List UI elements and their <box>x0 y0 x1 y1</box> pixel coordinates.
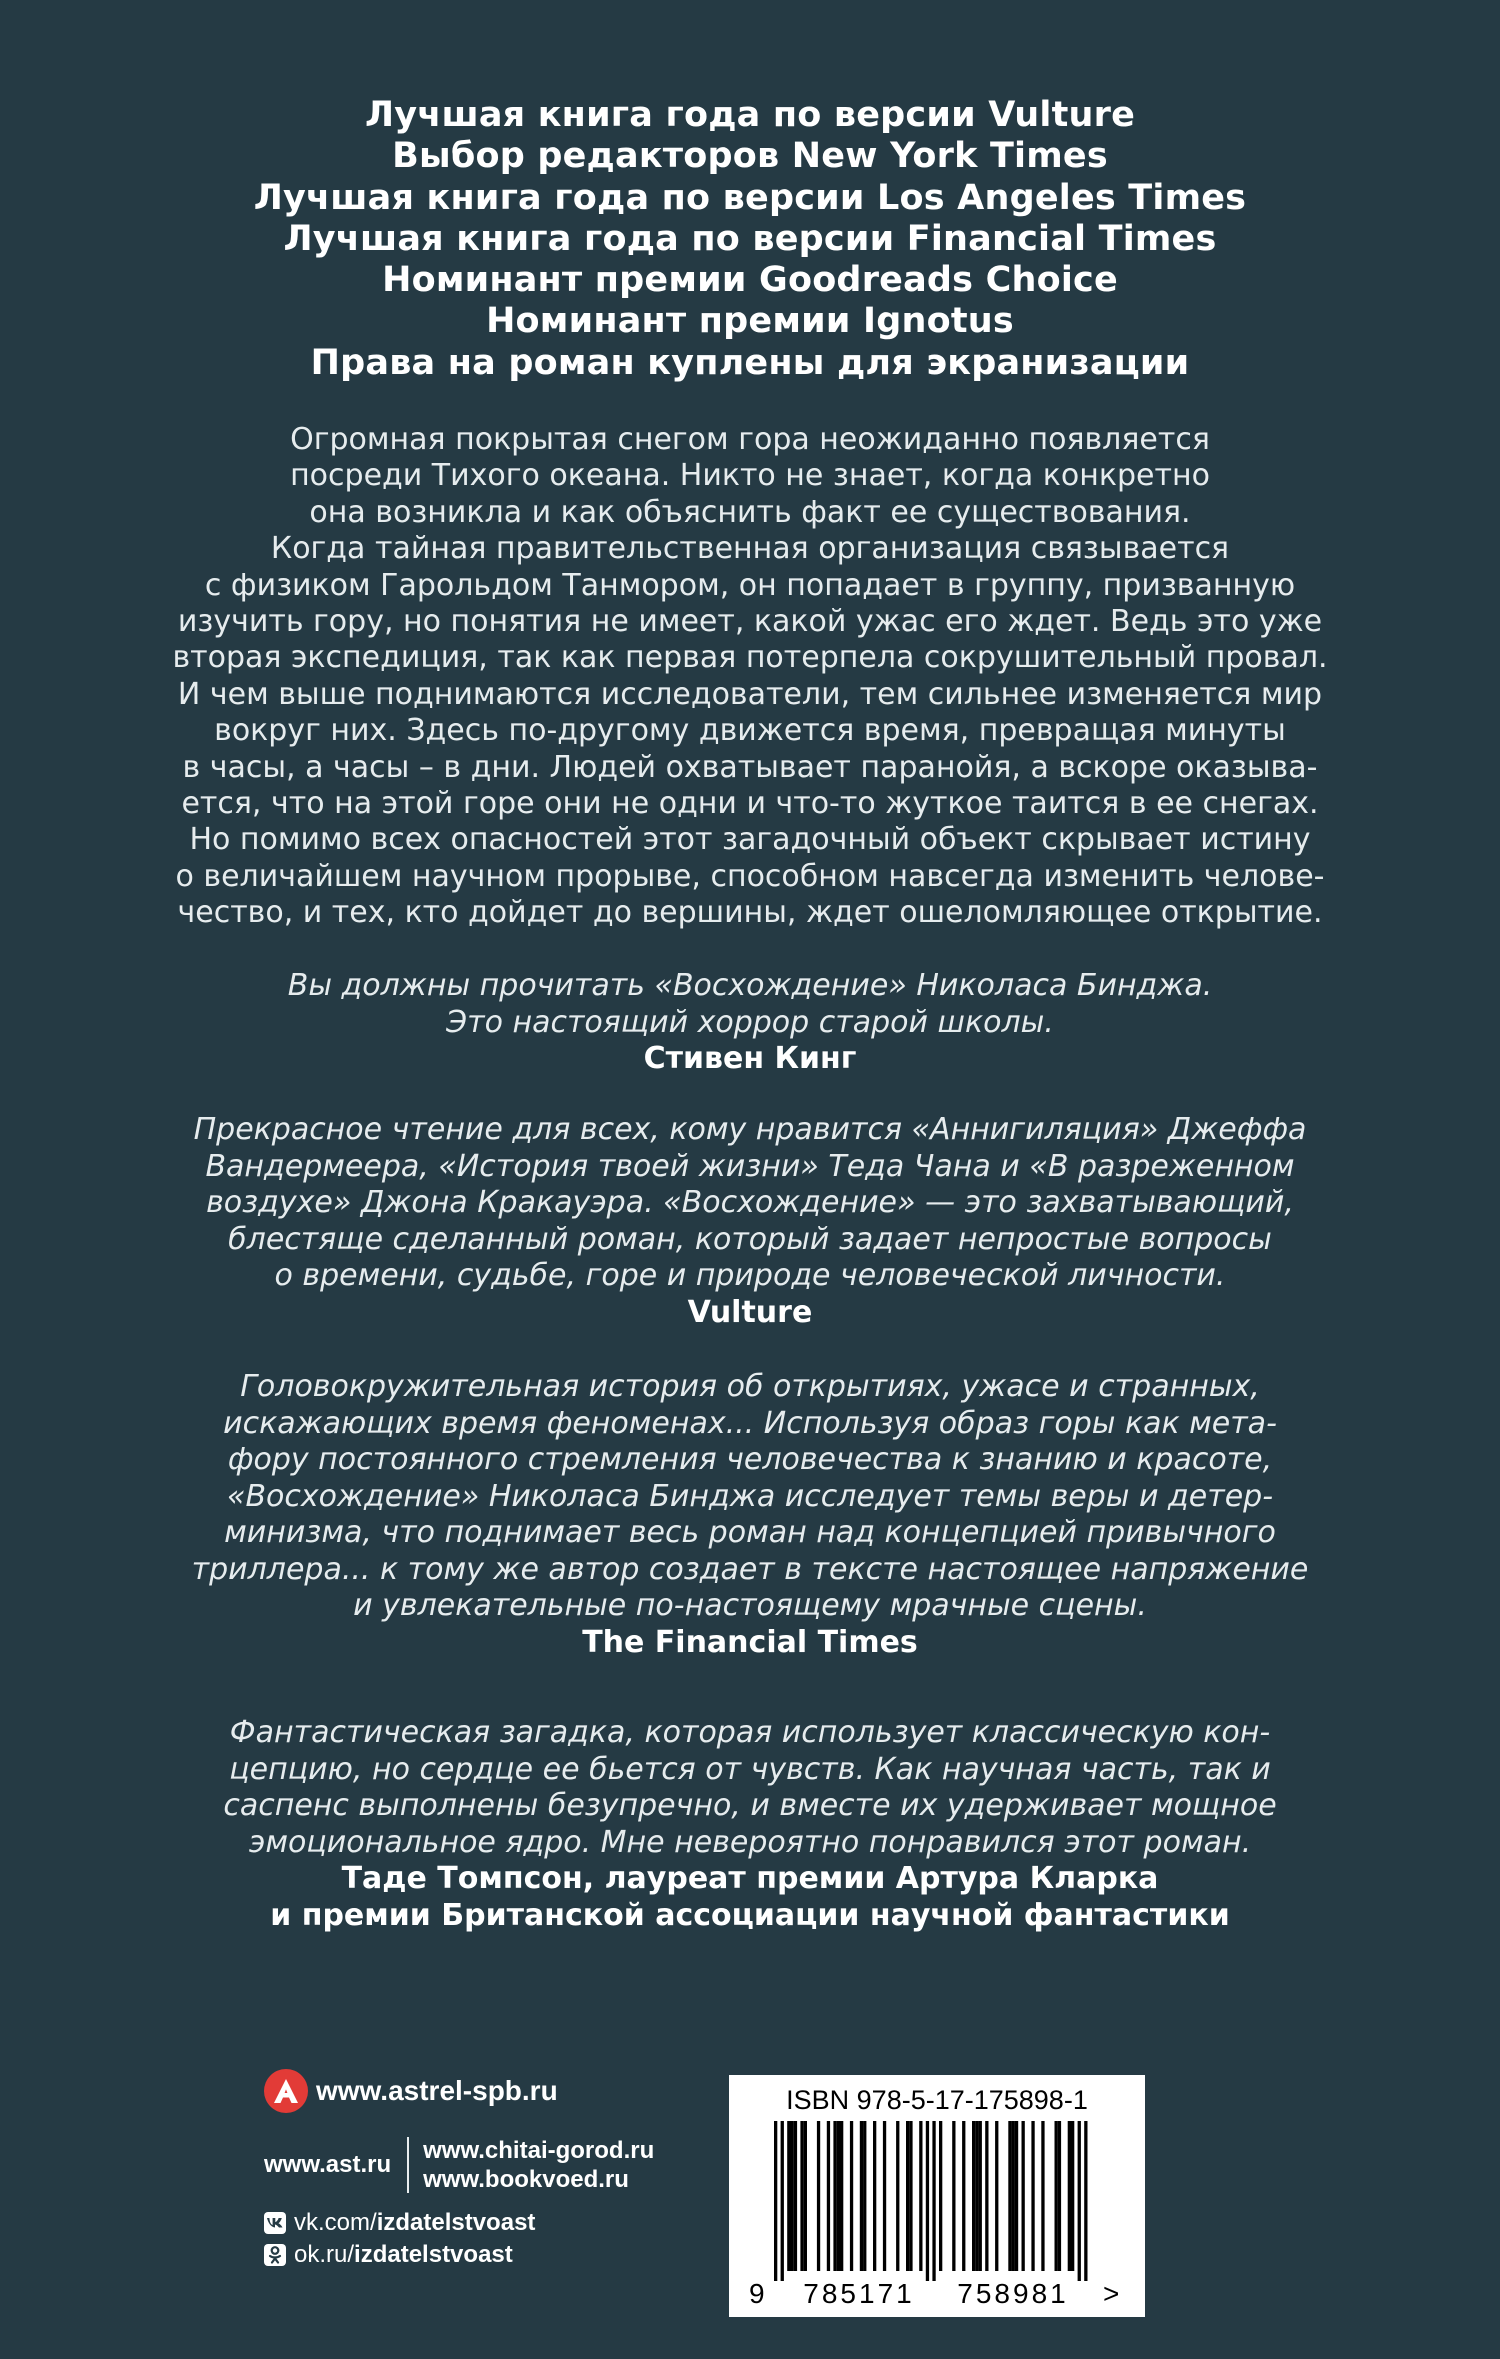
review-quote-line: «Восхождение» Николаса Бинджа исследует темы веры и детер- <box>226 1478 1274 1514</box>
barcode-bar <box>926 2121 929 2281</box>
vk-prefix: vk.com/ <box>294 2209 377 2236</box>
review-financial-times <box>90 1369 1410 1661</box>
accolade-line: Номинант премии Goodreads Choice <box>382 260 1118 301</box>
vk-glyph-icon <box>266 2217 284 2229</box>
bookvoed-url[interactable]: www.bookvoed.ru <box>423 2166 629 2193</box>
review-quote-line: цепцию, но сердце ее бьется от чувств. Как научная часть, так и <box>229 1751 1271 1787</box>
vk-url[interactable] <box>294 2209 535 2237</box>
ok-url[interactable] <box>294 2241 513 2269</box>
barcode-bar <box>774 2121 777 2281</box>
barcode-digit-first: 9 <box>749 2278 765 2309</box>
astrel-link[interactable] <box>264 2067 558 2115</box>
vk-link[interactable] <box>264 2207 535 2239</box>
review-quote-line: Прекрасное чтение для всех, кому нравится «Аннигиляция» Джеффа <box>193 1112 1307 1147</box>
review-stephen-king <box>90 968 1410 1078</box>
review-quote-line: и увлекательные по-настоящему мрачные сцены. <box>353 1588 1147 1623</box>
review-quote-line: искажающих время феноменах... Используя образ горы как мета- <box>223 1405 1277 1441</box>
barcode-digits-left: 785171 <box>803 2278 915 2309</box>
barcode-bar <box>1068 2121 1071 2271</box>
barcode-bar <box>972 2121 975 2271</box>
barcode-bar <box>804 2121 807 2271</box>
barcode-bar <box>1008 2121 1011 2271</box>
ast-url[interactable]: www.ast.ru <box>264 2151 392 2178</box>
review-vulture <box>90 1112 1410 1331</box>
review-quote-line: Вандермеера, «История твоей жизни» Теда Чана и «В разреженном <box>205 1148 1295 1184</box>
barcode-bar <box>781 2121 784 2281</box>
review-quote-line: фору постоянного стремления человечества к знанию и красоте, <box>227 1442 1273 1477</box>
accolade-line: Лучшая книга года по версии Financial Times <box>283 218 1217 259</box>
barcode-bar <box>1041 2121 1044 2271</box>
barcode-digits-right: 758981 <box>957 2278 1069 2309</box>
barcode-bar <box>975 2121 978 2271</box>
barcode-bar <box>1031 2121 1034 2271</box>
barcode-bar <box>896 2121 899 2271</box>
accolade-line: Номинант премии Ignotus <box>486 301 1014 342</box>
ok-handle: izdatelstvoast <box>354 2241 513 2268</box>
accolade-line: Права на роман куплены для экранизации <box>310 342 1190 383</box>
barcode-bar <box>1015 2121 1018 2271</box>
synopsis-line: о величайшем научном прорыве, способном навсегда изменить челове- <box>175 858 1325 894</box>
barcode-bar <box>1055 2121 1058 2271</box>
barcode-panel <box>729 2075 1145 2317</box>
review-attribution: Vulture <box>687 1294 813 1330</box>
barcode-bar <box>932 2121 935 2281</box>
vk-icon <box>264 2212 286 2234</box>
review-quote-line: о времени, судьбе, горе и природе человеческой личности. <box>274 1258 1226 1293</box>
barcode-bar <box>1058 2121 1061 2271</box>
synopsis-line: ется, что на этой горе они не одни и что-то жуткое таится в ее снегах. <box>181 786 1319 822</box>
synopsis-line: Огромная покрытая снегом гора неожиданно появляется <box>290 422 1210 457</box>
barcode-bar <box>827 2121 830 2271</box>
barcode-bar <box>1084 2121 1087 2281</box>
barcode-bar <box>906 2121 909 2271</box>
barcode-bar <box>1012 2121 1015 2271</box>
synopsis-line: Но помимо всех опасностей этот загадочный объект скрывает истину <box>189 822 1311 858</box>
barcode-bar <box>1078 2121 1081 2281</box>
ok-prefix: ok.ru/ <box>294 2241 355 2268</box>
barcode-bar <box>883 2121 886 2271</box>
barcode-bar <box>939 2121 942 2271</box>
synopsis-paragraph <box>90 422 1410 932</box>
review-quote-line: эмоциональное ядро. Мне невероятно понравился этот роман. <box>248 1824 1252 1860</box>
review-quote-line: саспенс выполнены безупречно, и вместе их удерживает мощное <box>223 1788 1277 1823</box>
ok-glyph-icon <box>268 2246 282 2264</box>
vk-handle: izdatelstvoast <box>376 2209 536 2236</box>
synopsis-line: И чем выше поднимаются исследователи, тем сильнее изменяется мир <box>177 676 1323 712</box>
barcode-bar <box>837 2121 840 2271</box>
barcode-bar <box>791 2121 794 2271</box>
barcode-bar <box>850 2121 853 2271</box>
barcode-bar <box>860 2121 863 2271</box>
review-tade-thompson <box>90 1715 1410 1934</box>
barcode-bar <box>794 2121 797 2271</box>
review-quote-line: Вы должны прочитать «Восхождение» Николаса Бинджа. <box>287 968 1213 1003</box>
synopsis-line: чество, и тех, кто дойдет до вершины, ждет ошеломляющее открытие. <box>177 895 1323 931</box>
site-links <box>264 2135 654 2195</box>
accolade-line: Выбор редакторов New York Times <box>392 136 1108 177</box>
chitai-gorod-url[interactable]: www.chitai-gorod.ru <box>423 2137 655 2164</box>
review-attribution: и премии Британской ассоциации научной фантастики <box>270 1897 1230 1933</box>
barcode-bar <box>909 2121 912 2271</box>
barcode-bar <box>787 2121 790 2271</box>
barcode-quiet-mark: > <box>1103 2278 1120 2309</box>
ok-link[interactable] <box>264 2239 513 2271</box>
barcode-bar <box>919 2121 922 2271</box>
synopsis-line: с физиком Гарольдом Танмором, он попадает в группу, призванную <box>204 567 1296 603</box>
barcode-bar <box>800 2121 803 2271</box>
publisher-logo-icon <box>264 2069 308 2113</box>
barcode-bar <box>840 2121 843 2271</box>
synopsis-line: вторая экспедиция, так как первая потерпела сокрушительный провал. <box>172 640 1328 676</box>
synopsis-line: вокруг них. Здесь по-другому движется время, превращая минуты <box>214 713 1286 749</box>
barcode-bar <box>817 2121 820 2271</box>
accolades-list <box>0 95 1500 384</box>
review-quote-line: триллера... к тому же автор создает в тексте настоящее напряжение <box>191 1551 1309 1587</box>
ok-icon <box>264 2244 286 2266</box>
barcode-bar <box>995 2121 998 2271</box>
synopsis-line: посреди Тихого океана. Никто не знает, когда конкретно <box>290 458 1210 494</box>
barcode <box>729 2075 1145 2317</box>
isbn-number: ISBN 978-5-17-175898-1 <box>786 2085 1088 2115</box>
vertical-divider <box>407 2137 409 2193</box>
review-quote-line: Фантастическая загадка, которая использует классическую кон- <box>229 1715 1271 1750</box>
publisher-links <box>264 2055 704 2315</box>
accolade-line: Лучшая книга года по версии Los Angeles Times <box>253 177 1247 218</box>
barcode-bar <box>863 2121 866 2271</box>
barcode-bar <box>952 2121 955 2271</box>
accolade-line: Лучшая книга года по версии Vulture <box>364 95 1136 135</box>
barcode-bar <box>985 2121 988 2271</box>
astrel-url[interactable]: www.astrel-spb.ru <box>316 2075 558 2106</box>
barcode-bars <box>774 2121 1088 2281</box>
review-attribution: Стивен Кинг <box>643 1041 857 1076</box>
partner-links <box>423 2136 654 2194</box>
synopsis-line: она возникла и как объяснить факт ее существования. <box>309 494 1191 530</box>
barcode-bar <box>962 2121 965 2271</box>
barcode-bar <box>873 2121 876 2271</box>
review-quote-line: минизма, что поднимает весь роман над концепцией привычного <box>224 1515 1276 1550</box>
review-quote-line: Головокружительная история об открытиях, ужасе и странных, <box>240 1369 1260 1404</box>
barcode-bar <box>1071 2121 1074 2271</box>
book-synopsis <box>90 422 1410 932</box>
review-attribution: The Financial Times <box>582 1624 918 1660</box>
review-quote-line: Это настоящий хоррор старой школы. <box>446 1004 1054 1040</box>
barcode-bar <box>1022 2121 1025 2271</box>
review-quote-line: воздухе» Джона Кракауэра. «Восхождение» — это захватывающий, <box>206 1185 1294 1220</box>
review-attribution: Таде Томпсон, лауреат премии Артура Кларка <box>341 1861 1159 1896</box>
barcode-bar <box>979 2121 982 2271</box>
synopsis-line: изучить гору, но понятия не имеет, какой ужас его ждет. Ведь это уже <box>177 604 1323 640</box>
synopsis-line: Когда тайная правительственная организация связывается <box>270 531 1230 567</box>
footer <box>0 2055 1500 2335</box>
review-quote-line: блестяще сделанный роман, который задает непростые вопросы <box>228 1221 1272 1257</box>
synopsis-line: в часы, а часы – в дни. Людей охватывает паранойя, а вскоре оказыва- <box>182 749 1318 785</box>
barcode-bar <box>833 2121 836 2271</box>
letter-a-icon <box>271 2076 301 2106</box>
